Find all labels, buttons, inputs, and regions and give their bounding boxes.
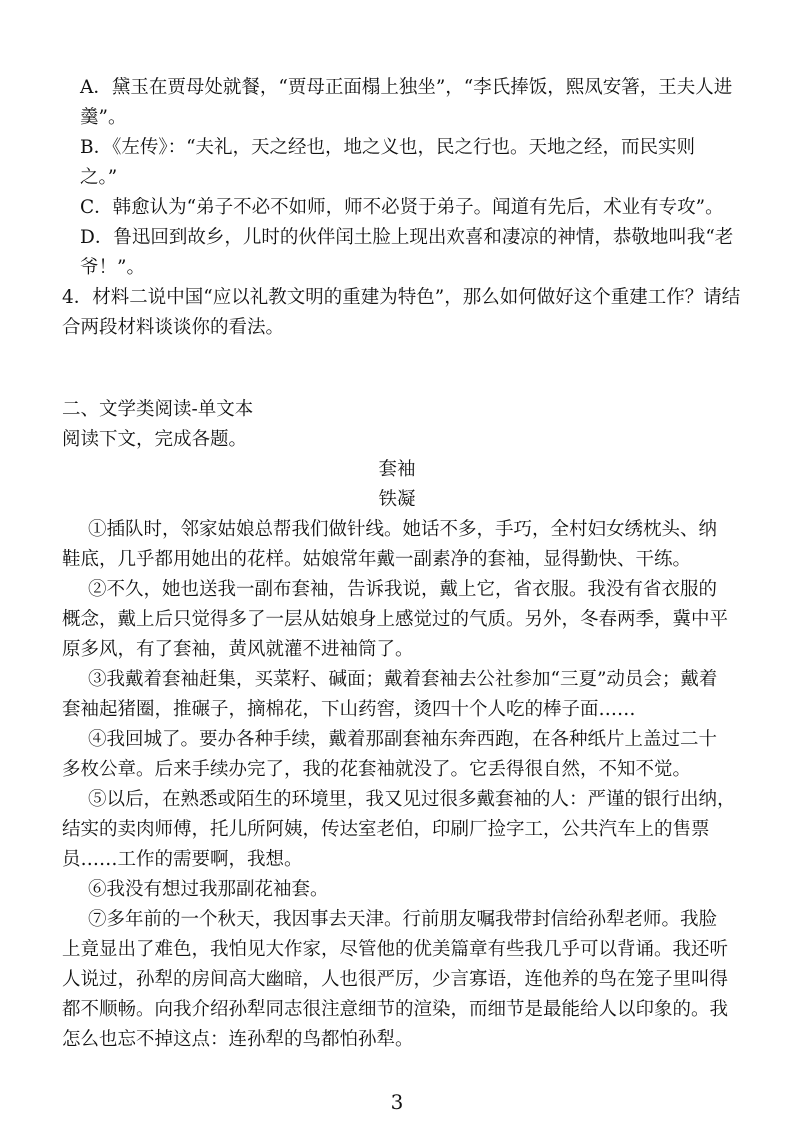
instruction-text: 阅读下文，完成各题。 <box>62 429 248 450</box>
paragraph-2-line-3: 原多风，有了套袖，黄风就灌不进袖筒了。 <box>62 639 414 660</box>
paragraph-5-line-3: 员……工作的需要啊，我想。 <box>62 849 303 870</box>
paragraph-5-line-2: 结实的卖肉师傅，托儿所阿姨，传达室老伯，印刷厂捡字工，公共汽车上的售票 <box>62 819 710 840</box>
paragraph-1-line-2: 鞋底，几乎都用她出的花样。姑娘常年戴一副素净的套袖，显得勤快、干练。 <box>62 549 692 570</box>
paragraph-4-line-1: ④我回城了。要办各种手续，戴着那副套袖东奔西跑，在各种纸片上盖过二十 <box>88 729 718 750</box>
paragraph-7-line-4: 都不顺畅。向我介绍孙犁同志很注意细节的渲染，而细节是最能给人以印象的。我 <box>62 999 729 1020</box>
paragraph-2-line-2: 概念，戴上后只觉得多了一层从姑娘身上感觉过的气质。另外，冬春两季，冀中平 <box>62 609 729 630</box>
paragraph-6-line-1: ⑥我没有想过我那副花袖套。 <box>88 879 329 900</box>
option-a-line-1: A．黛玉在贾母处就餐，“贾母正面榻上独坐”，“李氏捧饭，熙凤安箸，王夫人进 <box>80 77 733 98</box>
option-d-line-1: D．鲁迅回到故乡，儿时的伙伴闰土脸上现出欢喜和凄凉的神情，恭敬地叫我“老 <box>80 227 734 248</box>
paragraph-4-line-2: 多枚公章。后来手续办完了，我的花套袖就没了。它丢得很自然，不知不觉。 <box>62 759 692 780</box>
paragraph-1-line-1: ①插队时，邻家姑娘总帮我们做针线。她话不多，手巧，全村妇女绣枕头、纳 <box>88 519 718 540</box>
article-title: 套袖 <box>378 459 416 480</box>
paragraph-3-line-1: ③我戴着套袖赶集，买菜籽、碱面；戴着套袖去公社参加“三夏”动员会；戴着 <box>88 669 718 690</box>
page-number: 3 <box>390 1090 404 1114</box>
section-title: 二、文学类阅读-单文本 <box>62 399 254 420</box>
paragraph-7-line-5: 怎么也忘不掉这点：连孙犁的鸟都怕孙犁。 <box>62 1029 414 1050</box>
option-d-line-2: 爷！”。 <box>80 257 145 278</box>
paragraph-5-line-1: ⑤以后，在熟悉或陌生的环境里，我又见过很多戴套袖的人：严谨的银行出纳， <box>88 789 736 810</box>
paragraph-3-line-2: 套袖起猪圈，推碾子，摘棉花，下山药窖，烫四十个人吃的棒子面…… <box>62 699 636 720</box>
option-a-line-2: 羹”。 <box>80 107 127 128</box>
question-4-line-2: 合两段材料谈谈你的看法。 <box>62 317 285 338</box>
paragraph-2-line-1: ②不久，她也送我一副布套袖，告诉我说，戴上它，省衣服。我没有省衣服的 <box>88 579 718 600</box>
option-b-line-2: 之。” <box>80 167 118 188</box>
option-b-line-1: B．《左传》：“夫礼，天之经也，地之义也，民之行也。天地之经，而民实则 <box>80 137 696 158</box>
paragraph-7-line-1: ⑦多年前的一个秋天，我因事去天津。行前朋友嘱我带封信给孙犁老师。我脸 <box>88 909 718 930</box>
paragraph-7-line-3: 人说过，孙犁的房间高大幽暗，人也很严厉，少言寡语，连他养的鸟在笼子里叫得 <box>62 969 729 990</box>
article-author: 铁凝 <box>378 489 416 510</box>
question-4-line-1: 4．材料二说中国“应以礼教文明的重建为特色”，那么如何做好这个重建工作？请结 <box>62 287 741 308</box>
paragraph-7-line-2: 上竟显出了难色，我怕见大作家，尽管他的优美篇章有些我几乎可以背诵。我还听 <box>62 939 729 960</box>
option-c-line-1: C．韩愈认为“弟子不必不如师，师不必贤于弟子。闻道有先后，术业有专攻”。 <box>80 197 724 218</box>
